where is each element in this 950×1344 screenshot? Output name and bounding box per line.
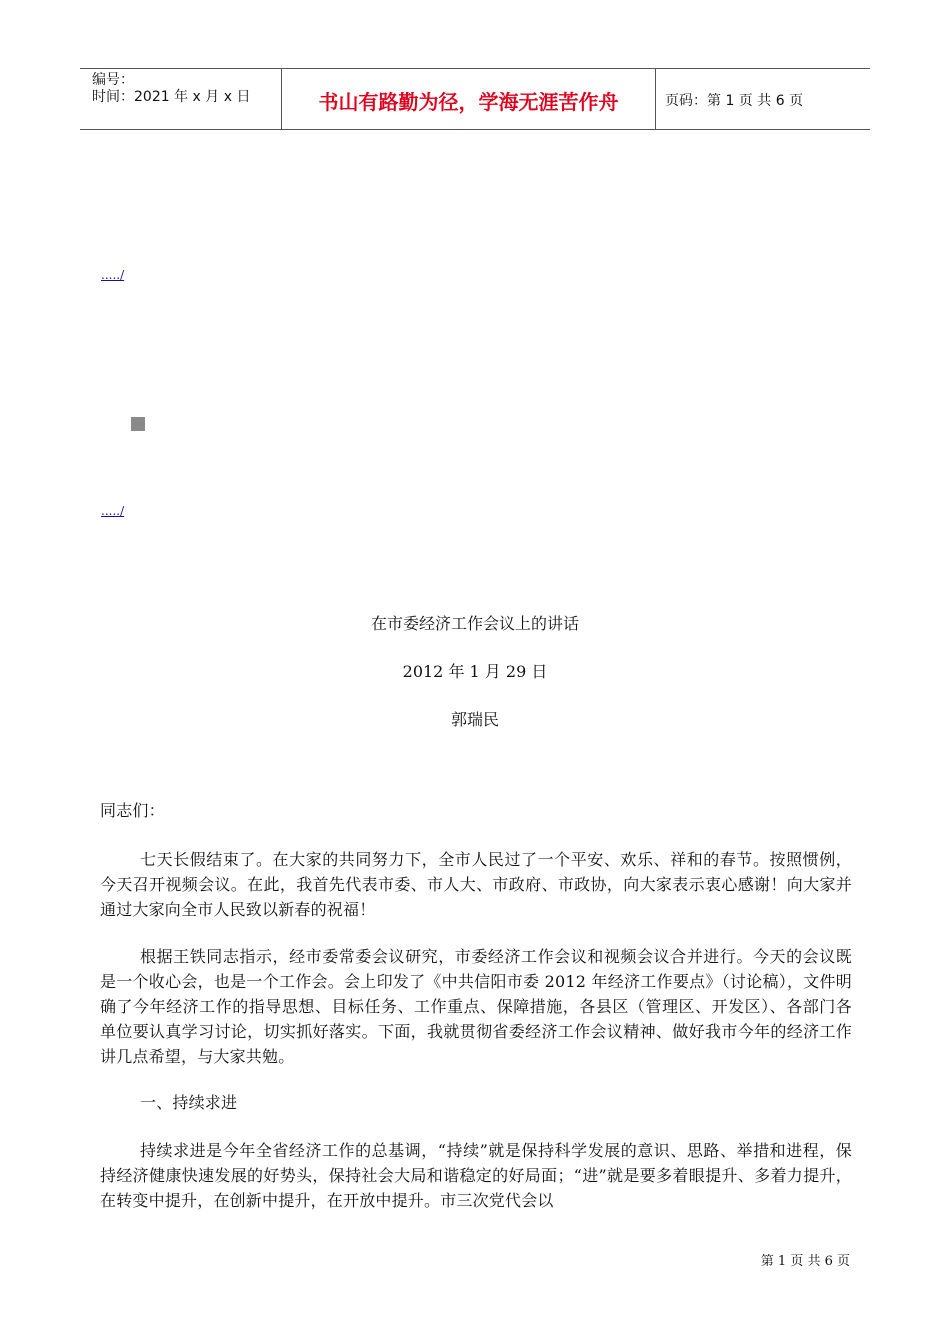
- header-page-info: 页码：第 1 页 共 6 页: [665, 93, 804, 109]
- header-meta: [92, 72, 250, 106]
- link[interactable]: ...../: [101, 268, 125, 282]
- header-divider: [655, 69, 656, 129]
- placeholder-image-icon: [131, 417, 145, 431]
- speech-author: 郭瑞民: [450, 710, 499, 729]
- page-footer: 第 1 页 共 6 页: [760, 1254, 850, 1269]
- header-motto: 书山有路勤为径，学海无涯苦作舟: [318, 90, 619, 114]
- section-heading: 一、持续求进: [140, 1093, 238, 1112]
- serial-number-label: 编号：: [92, 72, 134, 88]
- paragraph: 持续求进是今年全省经济工作的总基调，“持续”就是保持科学发展的意识、思路、举措和进程，保持经济健康快速发展的好势头，保持社会大局和谐稳定的好局面；“进”就是要多着眼提升、多着力提升，在转变中提升，在创新中提升，在开放中提升。市三次党代会以: [100, 1141, 852, 1210]
- link[interactable]: ...../: [101, 504, 125, 518]
- paragraph: 七天长假结束了。在大家的共同努力下，全市人民过了一个平安、欢乐、祥和的春节。按照惯例，今天召开视频会议。在此，我首先代表市委、市人大、市政府、市政协，向大家表示衷心感谢！向大家并通过大家向全市人民致以新春的祝福！: [100, 850, 852, 919]
- salutation: 同志们：: [100, 801, 165, 820]
- time-label: 时间：2021 年 x 月 x 日: [92, 89, 251, 105]
- speech-date: 2012 年 1 月 29 日: [402, 662, 548, 681]
- paragraph: 根据王铁同志指示，经市委常委会议研究，市委经济工作会议和视频会议合并进行。今天的会议既是一个收心会，也是一个工作会。会上印发了《中共信阳市委 2012 年经济工作要点》（讨论稿），文件明确了今年经济工作的指导思想、目标任务、工作重点、保障措施，各县区（管理区、开发区）、各部门各单位要认真学习讨论，切实抓好落实。下面，我就贯彻省委经济工作会议精神、做好我市今年的经济工作讲几点希望，与大家共勉。: [100, 947, 852, 1066]
- speech-title: 在市委经济工作会议上的讲话: [370, 614, 579, 633]
- document-header: [80, 68, 870, 130]
